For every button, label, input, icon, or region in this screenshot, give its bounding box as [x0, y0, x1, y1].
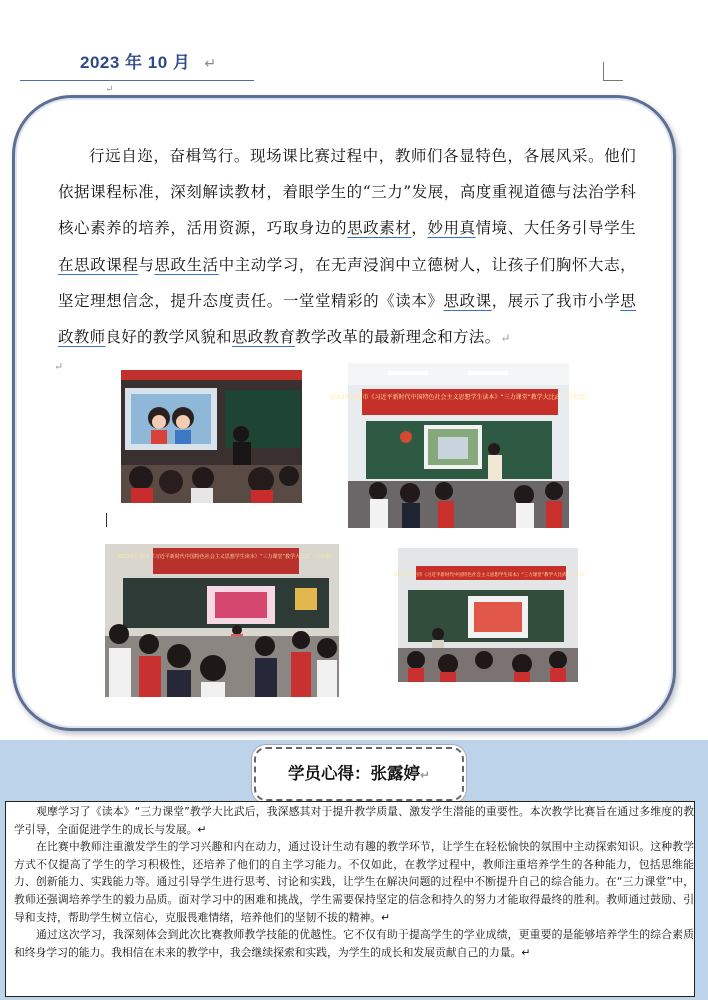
date-underline [20, 80, 254, 81]
paragraph-mark: ↵ [105, 84, 114, 95]
document-date [80, 48, 217, 73]
underlined-term: 在思政课程 [58, 255, 139, 274]
text-segment: ，展示了我市小学 [491, 291, 621, 310]
underlined-term: 妙用真 [427, 219, 476, 238]
main-paragraph [58, 138, 636, 356]
classroom-photo-2 [329, 363, 591, 528]
crop-mark [603, 62, 604, 80]
classroom-photo-4 [392, 548, 590, 682]
crop-mark [603, 80, 623, 81]
underlined-term: 思政生活 [154, 255, 219, 274]
banner-text: 2023年江阴市《习近平新时代中国特色社会主义思想学生读本》“三力课堂”教学大比武（青年组） [329, 394, 591, 401]
banner-text: 2023年江阴市《习近平新时代中国特色社会主义思想学生读本》“三力课堂”教学大比武（中年组） [392, 573, 590, 578]
underlined-term: 思政课 [443, 291, 492, 310]
date-text: 2023 年 10 月 [80, 53, 191, 72]
text-segment: 良好的教学风貌和 [105, 328, 232, 347]
text-segment: 情境、大任务引导学生 [475, 219, 636, 238]
classroom-photo-3 [105, 544, 339, 697]
paragraph-mark: ↵ [500, 331, 511, 346]
text-segment: ， [411, 219, 428, 238]
reflection-title-text: 学员心得：张露婷 [287, 765, 420, 783]
text-segment: 行远自迩，奋楫笃行。现场课比赛过程中，教师们各显特色，各展风采。他们依据课程标准，深刻解读教材，着眼学生的“三力”发展，高度重视道德与法治学科核心素养的培养，活用资源，巧取身边的 [58, 147, 636, 238]
underlined-term: 思政教师 [58, 291, 636, 347]
text-segment: 中主动学习，在无声浸润中立德树人，让孩子们胸怀大志，坚定理想信念，提升态度责任。一堂堂精彩的《读本》 [58, 255, 636, 310]
text-segment: 与 [138, 255, 155, 274]
paragraph-mark: ↵ [419, 768, 431, 782]
reflection-paragraph-3: 通过这次学习，我深刻体会到此次比赛教师教学技能的优越性。它不仅有助于提高学生的学业成绩，更重要的是能够培养学生的综合素质和终身学习的能力。我相信在未来的教学中，我会继续探索和实践，为学生的成长和发展贡献自己的力量。↵ [14, 928, 694, 959]
reflection-text [14, 803, 694, 961]
banner-text: 2023年江阴市《习近平新时代中国特色社会主义思想学生读本》“三力课堂”教学大比武（中年组） [117, 554, 335, 560]
underlined-term: 思政素材 [347, 219, 412, 238]
reflection-paragraph-2: 在比赛中教师注重激发学生的学习兴趣和内在动力，通过设计生动有趣的教学环节，让学生在轻松愉快的氛围中主动探索知识。这种教学方式不仅提高了学生的学习积极性，还培养了他们的自主学习能力。不仅如此，在教学过程中，教师注重培养学生的各种能力，包括思维能力、创新能力、实践能力等。通过引导学生进行思考、讨论和实践，让学生在解决问题的过程中不断提升自己的综合能力。在“三力课堂”中，教师还强调培养学生的毅力品质。面对学习中的困难和挑战，学生需要保持坚定的信念和持久的努力才能取得最终的胜利。教师通过鼓励、引导和支持，帮助学生树立信心，克服畏难情绪，培养他们的坚韧不拔的精神。↵ [14, 840, 694, 924]
paragraph-mark: ↵ [54, 360, 64, 373]
text-segment: 教学改革的最新理念和方法。 [295, 328, 501, 347]
underlined-term: 思政教育 [231, 328, 296, 347]
classroom-photo-1 [121, 370, 302, 503]
reflection-paragraph-1: 观摩学习了《读本》“三力课堂”教学大比武后，我深感其对于提升教学质量、激发学生潜能的重要性。本次教学比赛旨在通过多维度的教学引导，全面促进学生的成长与发展。↵ [14, 805, 694, 836]
reflection-title [254, 747, 464, 801]
paragraph-mark: ↵ [204, 55, 217, 71]
text-cursor [106, 513, 107, 527]
